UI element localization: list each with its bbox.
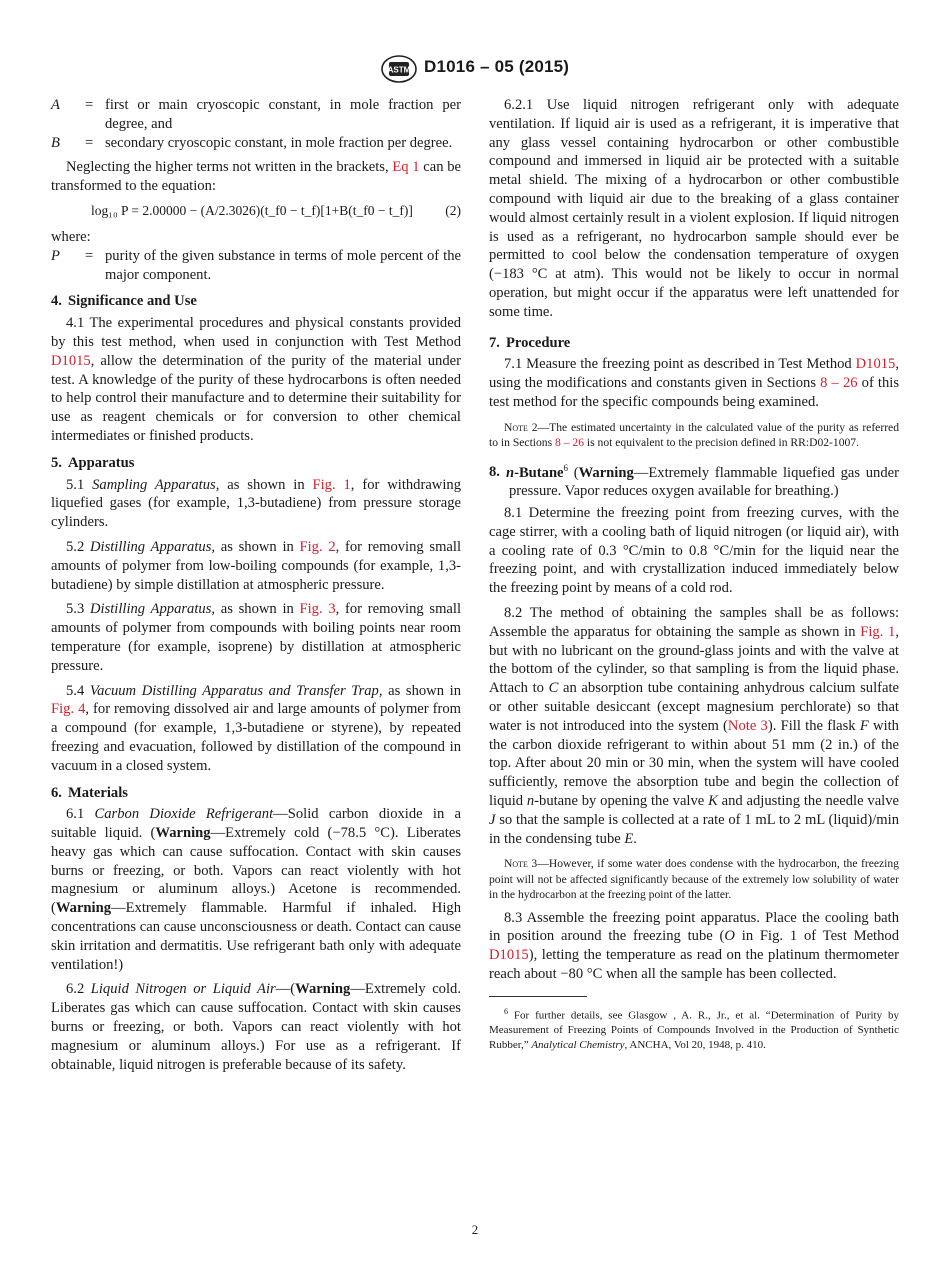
footnote-6: $^6$ For further details, see Glasgow , A. R., Jr., et al. “Determination of Purity by Measurement of Freezing Points of Compounds Involved in the Production of Synthetic Rubber,” Analytical Chemistry, ANCHA, Vol 20, 1948, p. 410. (489, 1006, 899, 1051)
sections-8-26-link[interactable]: 8 – 26 (820, 375, 858, 392)
fig2-link[interactable]: Fig. 2 (299, 538, 336, 555)
equation-2 (51, 198, 461, 224)
section-heading-5: 5. Apparatus (51, 454, 135, 471)
sections-8-26-link[interactable]: 8 – 26 (555, 436, 585, 450)
paragraph-neglecting: Neglecting the higher terms not written in the brackets, Eq 1 can be transformed to the equation: (51, 159, 461, 195)
page-number: 2 (471, 1222, 479, 1237)
paragraph-4-1: 4.1 The experimental procedures and physical constants provided by this test method, when used in conjunction with Test Method D1015, allow the determination of the purity of the material under test. A knowledge of the purity of these hydrocarbons is often needed to help control their manufacture and to determine their suitability for use as reagent chemicals or for conversion to other chemical intermediates or finished products. (51, 315, 461, 444)
note-2: Note 2—The estimated uncertainty in the calculated value of the purity as referred to in Sections 8 – 26 is not equivalent to the precision defined in RR:D02-1007. (489, 420, 899, 450)
definition-text: purity of the given substance in terms of mole percent of the major component. (105, 247, 461, 283)
paragraph-8-2: 8.2 The method of obtaining the samples shall be as follows: Assemble the apparatus for obtaining the sample as shown in Fig. 1, but with no lubricant on the ground-glass joints and with the valve at the bottom of the cylinder, so that sampling is from the liquid phase. Attach to C an absorption tube containing anhydrous calcium sulfate or other suitable desiccant (except magnesium perchlorate) so that water is not introduced into the system (Note 3). Fill the flask F with the carbon dioxide refrigerant to within about 51 mm (2 in.) of the top. After about 20 min or 30 min, when the system will have cooled sufficiently, remove the absorption tube and begin the collection of liquid n-butane by opening the valve K and adjusting the needle valve J so that the sample is collected at a rate of 1 mL to 2 mL (liquid)/min in the condensing tube E. (489, 605, 900, 847)
definition-text: secondary cryoscopic constant, in mole fraction per degree. (105, 134, 453, 151)
where-label: where: (51, 228, 91, 245)
paragraph-6-2-1: 6.2.1 Use liquid nitrogen refrigerant only with adequate ventilation. If liquid air is used as a refrigerant, it is imperative that any glass vessel containing hydrocarbon or other combustible compound and immersed in liquid air be protected with a suitable metal shield. The mixing of a hydrocarbon or other combustible compound with liquid air due to the breaking of a glass container would almost certainly result in a violent explosion. If liquid nitrogen is used as a refrigerant, no hydrocarbon sample should ever be permitted to cool below the condensation temperature of oxygen (−183 °C at atm). This would not be likely to occur in normal operation, but might occur if the apparatus were left unattended for some time. (489, 97, 899, 320)
paragraph-5-2: 5.2 Distilling Apparatus, as shown in Fig. 2, for removing small amounts of polymer from low-boiling compounds (for example, 1,3-butadiene) by simple distillation at atmospheric pressure. (51, 538, 462, 593)
section-heading-8: 8. n-Butane$^6$ (Warning—Extremely flammable liquefied gas under pressure. Vapor reduces oxygen available for breathing.) (489, 462, 899, 500)
equation-number: (2) (445, 202, 461, 218)
section-heading-4: 4. Significance and Use (51, 293, 197, 310)
d1015-link[interactable]: D1015 (489, 947, 529, 964)
paragraph-8-1: 8.1 Determine the freezing point from freezing curves, with the cage stirrer, with a cooling bath of liquid nitrogen (or liquid air), with a cooling rate of 0.3 °C/min to 0.8 °C/min for the liquid near the freezing point, and with crystallization induced immediately below the freezing point by means of a cold rod. (489, 505, 899, 597)
fig4-link[interactable]: Fig. 4 (51, 701, 86, 718)
definition-equals: = (85, 134, 94, 151)
paragraph-8-3: 8.3 Assemble the freezing point apparatus. Place the cooling bath in position around the freezing tube (O in Fig. 1 of Test Method D1015), letting the temperature as read on the platinum thermometer reach about −80 °C when all the sample has been collected. (489, 909, 899, 982)
paragraph-6-2: 6.2 Liquid Nitrogen or Liquid Air—(Warning—Extremely cold. Liberates gas which can cause suffocation. Contact with skin causes burns or freezing, or both. Vapors can react violently with hot magnesium or aluminum alloys.) For use as a refrigerant. If obtainable, liquid nitrogen is preferable because of its safety. (51, 981, 461, 1073)
definition-symbol: P (51, 247, 60, 264)
definition-symbol: A (51, 97, 60, 113)
definition-A (51, 96, 461, 134)
section-heading-7: 7. Procedure (489, 334, 571, 351)
fig3-link[interactable]: Fig. 3 (299, 601, 336, 618)
paragraph-7-1: 7.1 Measure the freezing point as described in Test Method D1015, using the modifications and constants given in Sections 8 – 26 of this test method for the specific compounds being examined. (489, 356, 899, 410)
section-heading-6: 6. Materials (51, 784, 128, 801)
equation-expression: log₁₀ P = 2.00000 − (A/2.3026)(t_f0 − t_f)[1+B(t_f0 − t_f)] (91, 202, 413, 218)
definition-B (51, 134, 461, 153)
right-column (489, 96, 899, 1052)
footnote-divider (489, 996, 587, 997)
astm-logo-text: ASTM (387, 65, 411, 75)
definition-text: first or main cryoscopic constant, in mole fraction per degree, and (105, 97, 461, 132)
paragraph-5-1: 5.1 Sampling Apparatus, as shown in Fig. 1, for withdrawing liquefied gases (for example, 1,3-butadiene) from pressure storage cylinders. (51, 476, 461, 531)
definition-equals: = (85, 97, 94, 113)
fig1-link[interactable]: Fig. 1 (860, 623, 896, 640)
astm-logo-icon (380, 54, 418, 84)
document-designation: D1016 – 05 (2015) (424, 57, 570, 76)
definition-equals: = (85, 247, 94, 264)
definition-symbol: B (51, 134, 60, 151)
fig1-link[interactable]: Fig. 1 (312, 476, 351, 493)
page-header (0, 54, 950, 84)
paragraph-6-1: 6.1 Carbon Dioxide Refrigerant—Solid carbon dioxide in a suitable liquid. (Warning—Extremely cold (−78.5 °C). Liberates heavy gas which can cause suffocation. Contact with skin causes burns or freezing, or both. Vapors can react violently with hot magnesium or aluminum alloys.) Acetone is recommended. (Warning—Extremely flammable. Harmful if inhaled. High concentrations can cause unconsciousness or death. Contact can cause skin irritation and dermatitis. Use refrigerant bath only with adequate ventilation!) (51, 806, 461, 973)
paragraph-5-3: 5.3 Distilling Apparatus, as shown in Fig. 3, for removing small amounts of polymer from compounds with boiling points near room temperature (for example, isoprene) by distillation at atmospheric pressure. (51, 601, 462, 674)
left-column (51, 96, 461, 1074)
d1015-link[interactable]: D1015 (855, 356, 896, 373)
paragraph-5-4: 5.4 Vacuum Distilling Apparatus and Transfer Trap, as shown in Fig. 4, for removing dissolved air and large amounts of polymer from a compound (for example, 1,3-butadiene or styrene), by repeated freezing and evacuation, followed by distillation of the compound in vacuum in a closed system. (51, 682, 461, 774)
note3-link[interactable]: Note 3 (727, 717, 768, 734)
eq1-link[interactable]: Eq 1 (392, 159, 420, 176)
definition-P (51, 247, 461, 285)
note-3: Note 3—However, if some water does condense with the hydrocarbon, the freezing point will not be affected significantly because of the extremely low solubility of water in the hydrocarbon at the freezing point of the latter. (489, 857, 899, 902)
d1015-link[interactable]: D1015 (51, 352, 91, 369)
